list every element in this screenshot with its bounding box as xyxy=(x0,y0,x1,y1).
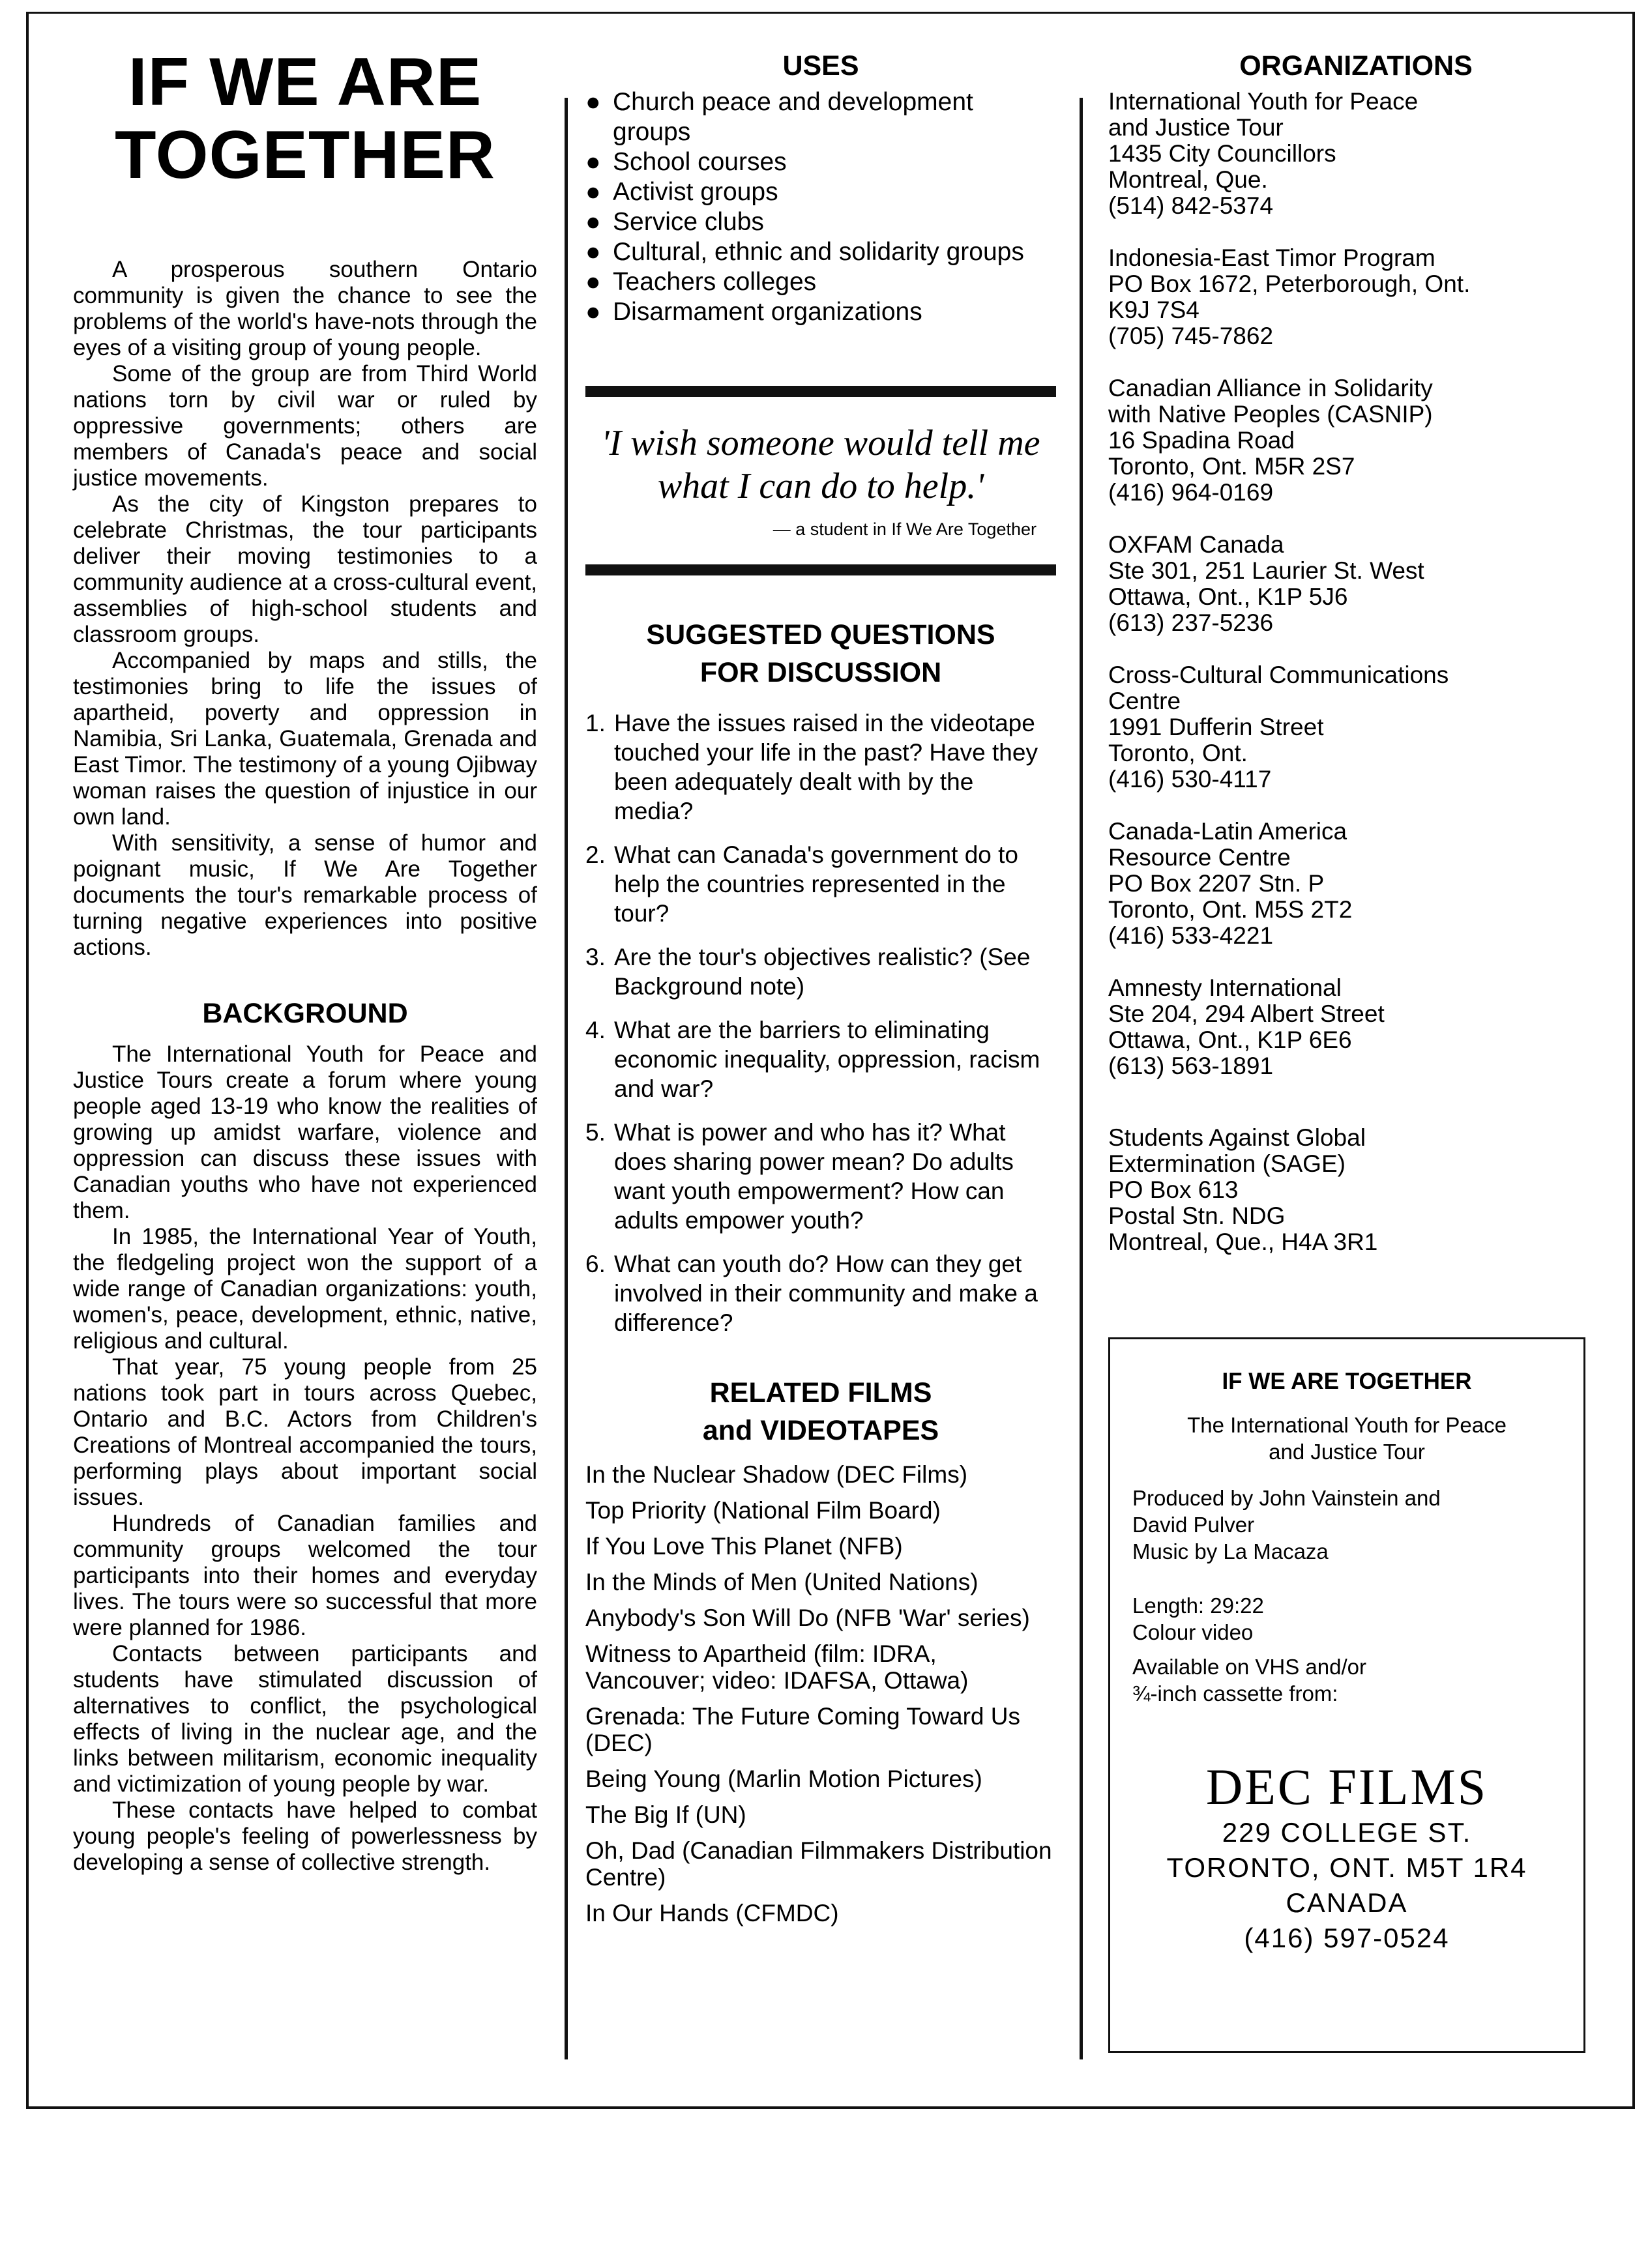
list-item: If You Love This Planet (NFB) xyxy=(585,1533,903,1560)
organization-line: Montreal, Que., H4A 3R1 xyxy=(1108,1228,1378,1255)
student-quote: 'I wish someone would tell me what I can do to help.' xyxy=(601,423,1040,506)
organization-line: Ottawa, Ont., K1P 6E6 xyxy=(1108,1026,1352,1053)
organization-line: Canada-Latin America xyxy=(1108,818,1347,845)
list-item: In Our Hands (CFMDC) xyxy=(585,1900,839,1926)
list-item: Oh, Dad (Canadian Filmmakers Distribution Centre) xyxy=(585,1837,1052,1891)
title-line-2: TOGETHER xyxy=(115,117,495,193)
organization-line: Montreal, Que. xyxy=(1108,166,1268,193)
organization-line: Indonesia-East Timor Program xyxy=(1108,244,1435,271)
bullet-icon: ● xyxy=(585,298,601,326)
video-info-box xyxy=(1108,1337,1585,2053)
list-item: Witness to Apartheid (film: IDRA, Vancouver; video: IDAFSA, Ottawa) xyxy=(585,1640,969,1694)
list-item: Top Priority (National Film Board) xyxy=(585,1497,941,1524)
list-item: ● Service clubs xyxy=(585,208,764,236)
distributor-name: DEC FILMS xyxy=(1205,1758,1488,1815)
organization-line: Toronto, Ont. M5S 2T2 xyxy=(1108,896,1353,923)
column-three xyxy=(1108,50,1604,1281)
list-item: Grenada: The Future Coming Toward Us (DEC) xyxy=(585,1703,1021,1756)
divider xyxy=(585,386,1056,397)
box-subtitle: The International Youth for Peace and Justice Tour xyxy=(1187,1413,1507,1464)
list-item: 2. What can Canada's government do to help the countries represented in the tour? xyxy=(585,841,1018,927)
intro-paragraph: Accompanied by maps and stills, the testimonies bring to life the issues of apartheid, poverty and oppression in Namibia, Sri Lanka, Guatemala, Grenada and East Timor. The testimony of a young Ojibway woman raises the question of injustice in our own land. xyxy=(73,648,537,830)
organization-line: (416) 530-4117 xyxy=(1108,766,1272,792)
list-item: ● School courses xyxy=(585,148,787,176)
organization-line: PO Box 2207 Stn. P xyxy=(1108,870,1325,897)
bullet-icon: ● xyxy=(585,208,601,236)
column-two xyxy=(585,50,1056,1936)
intro-paragraph: A prosperous southern Ontario community is given the chance to see the problems of the world's have-nots through the eyes of a visiting group of young people. xyxy=(73,257,537,360)
column-rule-left xyxy=(565,98,568,2059)
list-item: Anybody's Son Will Do (NFB 'War' series) xyxy=(585,1605,1030,1631)
bullet-icon: ● xyxy=(585,148,601,176)
organization-entry xyxy=(1108,819,1604,949)
organization-entry xyxy=(1108,89,1604,219)
organization-line: Toronto, Ont. M5R 2S7 xyxy=(1108,453,1355,480)
list-item: 5. What is power and who has it? What does sharing power mean? Do adults want youth empowerment? How can adults empower youth? xyxy=(585,1119,1014,1234)
list-item: The Big If (UN) xyxy=(585,1801,746,1828)
list-item: In the Minds of Men (United Nations) xyxy=(585,1569,978,1595)
list-item: ● Teachers colleges xyxy=(585,268,817,296)
organization-line: OXFAM Canada xyxy=(1108,531,1284,558)
title-line-1: IF WE ARE xyxy=(128,44,482,120)
organization-line: PO Box 1672, Peterborough, Ont. xyxy=(1108,270,1471,297)
organization-line: and Justice Tour xyxy=(1108,114,1284,141)
list-item: ● Disarmament organizations xyxy=(585,298,922,326)
background-paragraph: Contacts between participants and students have stimulated discussion of alternatives to conflict, the psychological effects of living in the nuclear age, and the links between militarism, economic inequality and victimization of young people by war. xyxy=(73,1641,537,1797)
list-item: In the Nuclear Shadow (DEC Films) xyxy=(585,1461,968,1488)
organizations-list xyxy=(1108,89,1604,1255)
background-heading: BACKGROUND xyxy=(202,998,408,1029)
background-paragraph: In 1985, the International Year of Youth, the fledgeling project won the support of a wide range of Canadian organizations: youth, women's, peace, development, ethnic, native, religious and cultural. xyxy=(73,1224,537,1354)
organization-line: Students Against Global xyxy=(1108,1124,1366,1151)
bullet-icon: ● xyxy=(585,88,601,116)
divider xyxy=(585,564,1056,575)
organization-line: Extermination (SAGE) xyxy=(1108,1150,1346,1177)
video-format: Colour video xyxy=(1132,1620,1254,1644)
organization-line: (416) 533-4221 xyxy=(1108,922,1274,949)
list-item: ● Cultural, ethnic and solidarity groups xyxy=(585,238,1024,266)
background-text xyxy=(73,1041,537,1876)
bullet-icon: ● xyxy=(585,238,601,266)
organization-line: PO Box 613 xyxy=(1108,1176,1239,1203)
list-item: Being Young (Marlin Motion Pictures) xyxy=(585,1766,982,1792)
intro-paragraph: As the city of Kingston prepares to celebrate Christmas, the tour participants deliver their moving testimonies to a community audience at a cross-cultural event, assemblies of high-school students and classroom groups. xyxy=(73,491,537,647)
organization-line: K9J 7S4 xyxy=(1108,297,1199,323)
organization-line: 1435 City Councillors xyxy=(1108,140,1336,167)
organization-line: Ste 204, 294 Albert Street xyxy=(1108,1000,1385,1027)
background-paragraph: These contacts have helped to combat young people's feeling of powerlessness by developing a sense of collective strength. xyxy=(73,1797,537,1875)
organization-line: Cross-Cultural Communications xyxy=(1108,662,1449,688)
background-paragraph: The International Youth for Peace and Justice Tours create a forum where young people aged 13-19 who know the realities of growing up amidst warfare, violence and oppression can discuss these issues with Canadian youths who have not experienced them. xyxy=(73,1041,537,1223)
organization-line: Canadian Alliance in Solidarity xyxy=(1108,375,1433,401)
bullet-icon: ● xyxy=(585,268,601,296)
intro-text xyxy=(73,257,537,961)
organization-line: Ottawa, Ont., K1P 5J6 xyxy=(1108,583,1348,610)
list-item: ● Activist groups xyxy=(585,178,778,206)
organization-line: with Native Peoples (CASNIP) xyxy=(1108,401,1433,428)
organization-line: Toronto, Ont. xyxy=(1108,740,1248,766)
list-item: 6. What can youth do? How can they get involved in their community and make a difference? xyxy=(585,1251,1038,1336)
organization-line: (613) 563-1891 xyxy=(1108,1053,1274,1079)
list-item: ● Church peace and development groups xyxy=(585,88,973,146)
films-list xyxy=(585,1461,1056,1926)
list-item: 4. What are the barriers to eliminating economic inequality, oppression, racism and war? xyxy=(585,1017,1040,1102)
distributor-address: 229 COLLEGE ST. TORONTO, ONT. M5T 1R4 CANADA (416) 597-0524 xyxy=(1166,1817,1527,1953)
films-heading: RELATED FILMS and VIDEOTAPES xyxy=(702,1377,939,1446)
availability: Available on VHS and/or ¾-inch cassette from: xyxy=(1132,1655,1366,1706)
organization-line: Resource Centre xyxy=(1108,844,1291,871)
column-rule-right xyxy=(1080,98,1083,2059)
page-title xyxy=(73,46,537,192)
list-item: 3. Are the tour's objectives realistic? (See Background note) xyxy=(585,944,1031,1000)
organization-entry xyxy=(1108,1125,1604,1255)
organizations-heading: ORGANIZATIONS xyxy=(1239,50,1473,81)
uses-list xyxy=(585,87,1056,327)
organization-entry xyxy=(1108,532,1604,636)
music-credit: Music by La Macaza xyxy=(1132,1539,1329,1563)
organization-line: (613) 237-5236 xyxy=(1108,609,1274,636)
organization-entry xyxy=(1108,245,1604,349)
organization-entry xyxy=(1108,662,1604,792)
organization-line: 1991 Dufferin Street xyxy=(1108,714,1324,740)
box-title: IF WE ARE TOGETHER xyxy=(1222,1369,1472,1394)
background-paragraph: Hundreds of Canadian families and community groups welcomed the tour participants into their homes and everyday lives. The tours were so successful that more were planned for 1986. xyxy=(73,1511,537,1640)
intro-paragraph: With sensitivity, a sense of humor and poignant music, If We Are Together documents the tour's remarkable process of turning negative experiences into positive actions. xyxy=(73,830,537,960)
organization-line: Postal Stn. NDG xyxy=(1108,1202,1286,1229)
intro-paragraph: Some of the group are from Third World nations torn by civil war or ruled by oppressive governments; others are members of Canada's peace and social justice movements. xyxy=(73,361,537,491)
organization-line: (705) 745-7862 xyxy=(1108,323,1274,349)
organization-line: Centre xyxy=(1108,688,1181,714)
questions-list xyxy=(585,708,1056,1337)
organization-line: International Youth for Peace xyxy=(1108,88,1419,115)
organization-entry xyxy=(1108,375,1604,506)
list-item: 1. Have the issues raised in the videotape touched your life in the past? Have they been adequately dealt with by the media? xyxy=(585,710,1038,824)
uses-heading: USES xyxy=(782,50,859,81)
organization-line: 16 Spadina Road xyxy=(1108,427,1295,454)
organization-entry xyxy=(1108,975,1604,1079)
organization-line: (514) 842-5374 xyxy=(1108,192,1274,219)
questions-heading: SUGGESTED QUESTIONS FOR DISCUSSION xyxy=(646,619,995,688)
producer-credit: Produced by John Vainstein and David Pulver xyxy=(1132,1486,1441,1537)
column-one xyxy=(73,46,537,1876)
quote-attribution: — a student in If We Are Together xyxy=(772,519,1037,539)
organization-line: Ste 301, 251 Laurier St. West xyxy=(1108,557,1424,584)
bullet-icon: ● xyxy=(585,178,601,206)
organization-line: (416) 964-0169 xyxy=(1108,479,1274,506)
organization-line: Amnesty International xyxy=(1108,974,1342,1001)
video-length: Length: 29:22 xyxy=(1132,1593,1264,1618)
background-paragraph: That year, 75 young people from 25 nations took part in tours across Quebec, Ontario and B.C. Actors from Children's Creations of Montreal accompanied the tours, performing plays about important social issues. xyxy=(73,1354,537,1510)
